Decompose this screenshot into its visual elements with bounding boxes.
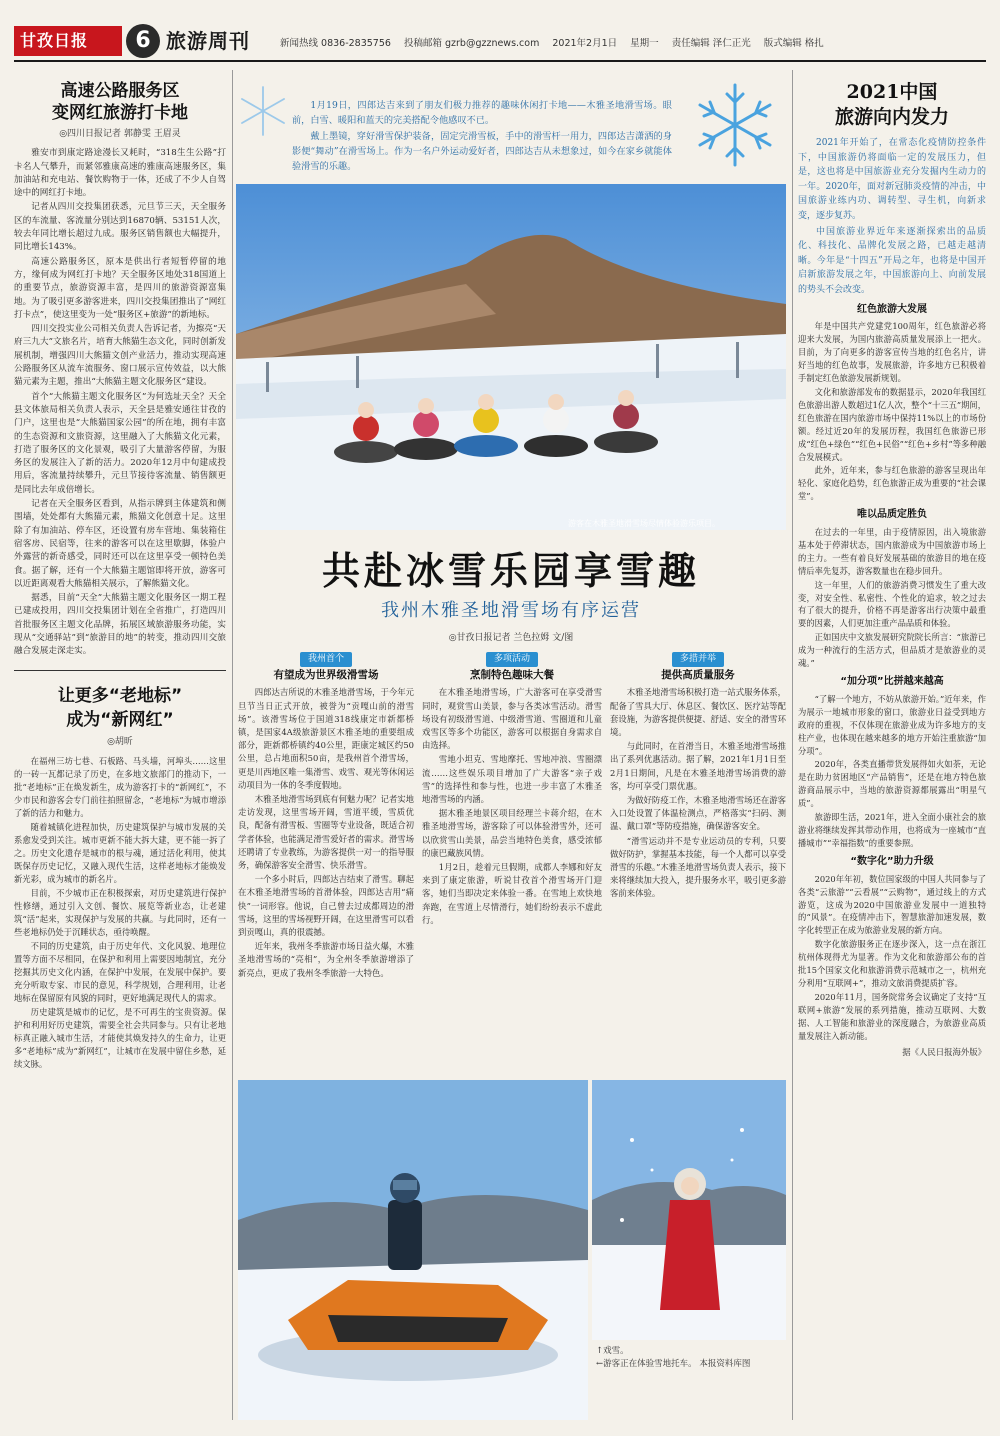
paragraph: 2020年11月，国务院常务会议确定了支持“互联网+旅游”发展的系列措施，推动互联网、大数据、人工智能和旅游业的深度融合，为旅游业高质量发展注入新动能。 bbox=[798, 991, 986, 1041]
paragraph: 不同的历史建筑，由于历史年代、文化风貌、地理位置等方面不尽相同，在保护和利用上需要因地制宜，充分挖掘其历史文化内涵，在保护中发展，在发展中保护。要充分听取专家、市民的意见，科学规划，合理利用，让老地标在保留原有风貌的同时，更好地满足现代人的需求。 bbox=[14, 941, 226, 1003]
paragraph: 2021年开始了，在常态化疫情防控条件下，中国旅游仍将面临一定的发展压力，但是，这也将是中国旅游业充分发掘内生动力的一年。2020年，面对新冠肺炎疫情的冲击，中国旅游业练内功、调转型、寻生机，向新求变，逐步复苏。 bbox=[798, 138, 986, 221]
paragraph: 四川交投实业公司相关负责人告诉记者，为擦亮“天府三九大”文旅名片，培育大熊猫生态文化，同时创新发展机制，增强四川大熊猫文创产业活力，推动实现高速公路服务区从流车流服务、窗口展示宣传效益，以大熊猫元素为主题，推出“大熊猫主题文化服务区”建设。 bbox=[14, 324, 226, 388]
paragraph: “了解一个地方，不妨从旅游开始。”近年来，作为展示一地城市形象的窗口，旅游业日益受到地方政府的重视，不仅体现在旅游业成为许多地方的支柱产业，也体现在越来越多的地方开始注重旅游“加分项”。 bbox=[798, 693, 986, 756]
paragraph: 首个“大熊猫主题文化服务区”为何选址天全？天全县文体旅局相关负责人表示，天全县是雅安通往甘孜的门户，这里也是“大熊猫国家公园”的所在地，拥有丰富的生态资源和文旅资源，这里融入了大熊猫文化元素，打造了服务区的文化景观，吸引了大量游客停留，为服务区的发展注入了新的活力。2020年12月中旬建成投用后，客流量持续攀升，元旦节接待客流量、销售额更是同比去年成倍增长。 bbox=[14, 391, 226, 495]
left-article bbox=[14, 80, 226, 666]
paragraph: 四郎达吉所说的木雅圣地滑雪场，于今年元旦节当日正式开放，被誉为“贡嘎山前的滑雪场”。该滑雪场位于国道318线康定市新都桥镇，是国家4A级旅游景区木雅圣地的重要组成部分，距新都桥镇约40公里，距康定城区约50公里，总占地面积50亩，是我州首个滑雪场，更是川西地区唯一集滑雪、戏雪、观光等休闲运动项目为一体的冬季度假地。 bbox=[238, 687, 414, 790]
right-article-source: 据《人民日报海外版》 bbox=[902, 1047, 986, 1058]
paragraph: 据木雅圣地景区项目经理兰卡蒋介绍，在木雅圣地滑雪场，游客除了可以体验滑雪外，还可以欣赏雪山美景，品尝当地特色美食，感受浓郁的康巴藏族风情。 bbox=[422, 808, 602, 858]
section-subtitle: 唯以品质定胜负 bbox=[857, 509, 927, 521]
snowmobile-caption: ←游客正在体验雪地托车。 本报资料库图 bbox=[596, 1359, 751, 1369]
snowflake-icon bbox=[236, 84, 290, 138]
left-article-title-1: 高速公路服务区 bbox=[60, 81, 180, 101]
paragraph: 为做好防疫工作，木雅圣地滑雪场还在游客入口处设置了体温检测点，严格落实“扫码、测温、戴口罩”等防疫措施，确保游客安全。 bbox=[610, 795, 786, 832]
section-tag: 我州首个 bbox=[300, 652, 352, 667]
right-article-body bbox=[798, 304, 986, 1043]
feature-subheadline: 我州木雅圣地滑雪场有序运营 bbox=[381, 600, 641, 621]
snowflake-icon bbox=[690, 80, 780, 170]
paragraph: 2020年年初，数位国家级的中国人共同参与了各类“云旅游”“云看展”“云购物”，通过线上的方式游览，这成为2020中国旅游业发展中一道独特的“风景”。在疫情冲击下，智慧旅游加速发展，数字化转型正在成为旅游业发展的新方向。 bbox=[798, 873, 986, 936]
column-rule bbox=[792, 70, 793, 1420]
feature-intro-2: 戴上墨镜，穿好滑雪保护装备，固定完滑雪板，手中的滑雪杆一用力，四郎达吉潇洒的身影便“舞动”在滑雪场上。作为一名户外运动爱好者，四郎达吉从未想象过，如今在家乡就能体验滑雪的乐趣。 bbox=[292, 131, 672, 172]
paragraph: 年是中国共产党建党100周年，红色旅游必将迎来大发展，为国内旅游高质量发展添上一把火。目前，为了向更多的游客宣传当地的红色名片，讲好当地的红色故事，发展旅游，许多地方已积极着手制定红色旅游发展新规划。 bbox=[798, 321, 986, 384]
paragraph: 2020年，各类直播带货发展得如火如荼，无论是在助力贫困地区“产品销售”，还是在地方特色旅游商品展示中，当地的旅游资源都展露出“明星气质”。 bbox=[798, 759, 986, 809]
left-bottom-byline: ◎胡昕 bbox=[107, 737, 133, 747]
paragraph: 据悉，目前“天全”大熊猫主题文化服务区一期工程已建成投用，四川交投集团计划在全省推广，打造四川首批服务区主题文化品牌，拓展区域旅游服务功能，实现从“交通驿站”到“旅游目的地”的转变，推动四川交旅融合发展走深走实。 bbox=[14, 593, 226, 657]
section-body bbox=[798, 693, 986, 850]
newspaper-logo: 甘孜日报 bbox=[14, 26, 122, 56]
section-subtitle: “加分项”比拼越来越高 bbox=[840, 676, 944, 687]
paragraph: 在福州三坊七巷、石板路、马头墙，河埠头……这里的一砖一瓦都记录了历史，在多地文旅部门的推动下，一批“老地标”正在焕发新生，成为游客打卡的“新网红”，不少市民和游客会专门前往拍照留念，“老地标”为城市增添了新的活力和魅力。 bbox=[14, 756, 226, 818]
paragraph: “滑雪运动并不是专业运动员的专利，只要做好防护，掌握基本技能，每一个人都可以享受滑雪的乐趣。”木雅圣地滑雪场负责人表示，接下来将继续加大投入，提升服务水平，吸引更多游客前来体验。 bbox=[610, 835, 786, 899]
section-tag: 多项活动 bbox=[486, 652, 538, 667]
right-article-title-2: 旅游向内发力 bbox=[834, 106, 949, 128]
paragraph: 旅游即生活，2021年，进入全面小康社会的旅游业将继续发挥其带动作用，也将成为一座城市“直播城市”“幸福指数”的重要参照。 bbox=[798, 812, 986, 848]
section-title: 旅游周刊 bbox=[166, 29, 250, 53]
paragraph: 数字化旅游服务正在逐步深入，这一点在浙江杭州体现得尤为显著。作为文化和旅游部公布的首批15个国家文化和旅游消费示范城市之一，杭州充分利用“互联网+”，推动文旅消费提质扩容。 bbox=[798, 939, 986, 988]
feature-col-3 bbox=[610, 648, 786, 1068]
hotline: 新闻热线 0836-2835756 bbox=[280, 38, 391, 49]
paragraph: 目前，不少城市正在积极探索，对历史建筑进行保护性修缮，通过引入文创、餐饮、展览等新业态，让老建筑“活”起来，实现保护与发展的共赢。与此同时，还有一些老地标仍处于沉睡状态，亟待唤醒。 bbox=[14, 888, 226, 937]
right-article-title-1: 2021中国 bbox=[846, 81, 938, 103]
feature-col-1 bbox=[238, 648, 414, 1068]
weekday: 星期一 bbox=[630, 38, 659, 49]
section-body bbox=[422, 686, 602, 927]
left-bottom-title-2: 成为“新网红” bbox=[66, 710, 174, 730]
section-subtitle: 红色旅游大发展 bbox=[857, 303, 927, 315]
feature-byline: ◎甘孜日报记者 兰色拉姆 文/图 bbox=[448, 633, 574, 643]
paragraph: 这一年里，人们的旅游消费习惯发生了重大改变，对安全性、私密性、个性化的追求，较之过去有了很大的提升，价格不再是游客出行决策中最重要的因素，人们更加注重产品品质和体验。 bbox=[798, 579, 986, 629]
paragraph: 在过去的一年里，由于疫情原因，出入境旅游基本处于停滞状态，国内旅游成为中国旅游市场上的主力。一些有着良好发展基础的旅游目的地在疫情后率先复苏，游客数量也在稳步回升。 bbox=[798, 527, 986, 576]
section-body bbox=[610, 686, 786, 900]
left-bottom-title-1: 让更多“老地标” bbox=[57, 686, 183, 706]
paragraph: 近年来，我州冬季旅游市场日益火爆，木雅圣地滑雪场的“亮相”，为全州冬季旅游增添了新亮点，更成了我州冬季旅游一大特色。 bbox=[238, 941, 414, 978]
section-body bbox=[798, 873, 986, 1043]
section-body bbox=[798, 526, 986, 670]
section-body bbox=[798, 320, 986, 503]
feature-intro bbox=[292, 98, 672, 178]
paragraph: 雪地小坦克、雪地摩托、雪地冲浪、雪圈漂流……这些娱乐项目增加了广大游客“亲子戏雪”的选择性和参与性，也进一步丰富了木雅圣地滑雪场的内涵。 bbox=[422, 754, 602, 805]
paragraph: 记者从四川交投集团获悉，元旦节三天，天全服务区的车流量、客流量分别达到16870辆、53151人次，较去年同比增长超过九成。服务区销售额也大幅提升，同比增长143%。 bbox=[14, 202, 226, 253]
column-rule bbox=[232, 70, 233, 1420]
page-number: 6 bbox=[126, 24, 160, 58]
left-bottom-article bbox=[14, 684, 226, 1414]
right-article-intro bbox=[798, 136, 986, 298]
paragraph: 中国旅游业界近年来逐渐探索出的品质化、科技化、品牌化发展之路，已越走越清晰。今年是“十四五”开局之年，也将是中国开启新旅游发展之年，中国旅游向上、向前发展的势头不会改变。 bbox=[798, 226, 986, 295]
feature-col-2 bbox=[422, 648, 602, 1068]
left-article-body bbox=[14, 147, 226, 658]
main-photo bbox=[236, 184, 786, 530]
left-bottom-body bbox=[14, 755, 226, 1071]
right-article bbox=[798, 80, 986, 1420]
main-photo-caption: 游客在木雅圣地滑雪场尽情体验游乐项目。 bbox=[568, 519, 720, 528]
play-snow-photo bbox=[592, 1080, 786, 1340]
left-article-byline: ◎四川日报记者 郭静雯 王眉灵 bbox=[59, 129, 181, 139]
divider bbox=[14, 670, 226, 671]
feature-headline: 共赴冰雪乐园享雪趣 bbox=[321, 548, 700, 593]
masthead bbox=[14, 22, 986, 62]
snowmobile-photo bbox=[238, 1080, 588, 1420]
paragraph: 历史建筑是城市的记忆，是不可再生的宝贵资源。保护和利用好历史建筑，需要全社会共同参与。只有让老地标真正融入城市生活，才能使其焕发持久的生命力，让更多“老地标”成为“新网红”，让城市在发展中留住乡愁，延续文脉。 bbox=[14, 1007, 226, 1069]
masthead-info bbox=[280, 35, 834, 49]
paragraph: 木雅圣地滑雪场积极打造一站式服务体系，配备了雪具大厅、休息区、餐饮区、医疗站等配套设施，为游客提供便捷、舒适、安全的滑雪环境。 bbox=[610, 687, 786, 738]
section-subtitle: 烹制特色趣味大餐 bbox=[470, 669, 554, 682]
editor: 责任编辑 泽仁正光 bbox=[671, 38, 751, 49]
left-article-title-2: 变网红旅游打卡地 bbox=[52, 103, 188, 123]
designer: 版式编辑 格扎 bbox=[763, 38, 824, 49]
paragraph: 在木雅圣地滑雪场，广大游客可在享受滑雪同时，观赏雪山美景，参与各类冰雪活动。滑雪场设有初级滑雪道、中级滑雪道、雪圈道和儿童戏雪区等多个功能区，游客可以根据自身需求自由选择。 bbox=[422, 687, 602, 751]
paragraph: 雅安市到康定路途漫长又耗时，“318生生公路”打卡名人气攀升，而紧邻雅康高速的雅康高速服务区，集加油站和充电站、餐饮购物于一体，还成了不少人自驾途中的网红打卡地。 bbox=[14, 148, 226, 199]
feature-intro-1: 1月19日，四郎达吉来到了朋友们极力推荐的趣味休闲打卡地——木雅圣地滑雪场。眼前，白雪、暖阳和蓝天的完美搭配令他感叹不已。 bbox=[292, 100, 672, 126]
section-subtitle: “数字化”助力升级 bbox=[850, 855, 934, 867]
date: 2021年2月1日 bbox=[552, 38, 618, 49]
paragraph: 文化和旅游部发布的数据显示，2020年我国红色旅游出游人数超过1亿人次，整个“十三五”期间，红色旅游在国内旅游市场中保持11%以上的市场份额。经过近20年的发展历程，我国红色旅游已形成“红色+绿色”“红色+民俗”“红色+乡村”等多种融合发展模式。 bbox=[798, 386, 986, 462]
section-body bbox=[238, 686, 414, 979]
paragraph: 木雅圣地滑雪场到底有何魅力呢？记者实地走访发现，这里雪场开阔，雪道平缓，雪质优良，配备有滑雪板、雪圈等专业设备，既适合初学者体验，也能满足滑雪爱好者的需求。滑雪场还聘请了专业教练，为游客提供一对一的指导服务，确保游客安全滑雪、快乐滑雪。 bbox=[238, 794, 414, 871]
play-snow-caption: ↑戏雪。 bbox=[596, 1346, 629, 1356]
email: 投稿邮箱 gzrb@gzznews.com bbox=[403, 38, 540, 49]
section-subtitle: 提供高质量服务 bbox=[661, 669, 735, 682]
section-subtitle: 有望成为世界级滑雪场 bbox=[273, 669, 379, 682]
paragraph: 高速公路服务区，原本是供出行者短暂停留的地方，缘何成为网红打卡地？天全服务区地处318国道上的重要节点，旅游资源丰富，是四川的旅游资源富集地。为了吸引更多游客进来，四川交投集团推出了“网红打卡点”，使这里变为一处“服务区+旅游”的新地标。 bbox=[14, 256, 226, 320]
paragraph: 1月2日，趁着元旦假期，成都人李娜和好友来到了康定旅游，听说甘孜首个滑雪场开门迎客，她们当即决定来体验一番。在雪地上欢快地奔跑，在雪道上尽情滑行，她们纷纷表示不虚此行。 bbox=[422, 862, 602, 925]
paragraph: 与此同时，在首滑当日，木雅圣地滑雪场推出了系列优惠活动。据了解，2021年1月1日至2月1日期间，凡是在木雅圣地滑雪场消费的游客，均可享受门票优惠。 bbox=[610, 741, 786, 791]
paragraph: 随着城镇化进程加快，历史建筑保护与城市发展的关系愈发受到关注。城市更新不能大拆大建，更不能一拆了之。历史文化遗存是城市的根与魂，通过活化利用，使其既保存历史记忆，又融入现代生活，这样老地标才能焕发新光彩，成为城市的新名片。 bbox=[14, 822, 226, 884]
paragraph: 此外，近年来，参与红色旅游的游客呈现出年轻化、家庭化趋势，红色旅游正成为重要的“社会课堂”。 bbox=[798, 465, 986, 502]
section-tag: 多措并举 bbox=[672, 652, 724, 667]
paragraph: 记者在天全服务区看到，从指示牌到主体建筑和侧围墙，处处都有大熊猫元素，熊猫文化创意十足。这里除了有加油站、停车区，还设置有房车营地、集装箱住宿客房、民宿等，往来的游客可以在这里歇脚，体验户外露营的新奇感受，同时还可以在这里享受一顿特色美食。据了解，还有一个大熊猫主题馆即将开放，游客可以近距离观看大熊猫相关展示，了解熊猫文化。 bbox=[14, 499, 226, 589]
paragraph: 正如国庆中文旅发展研究院院长所言：“旅游已成为一种流行的生活方式，但品质才是旅游业的灵魂。” bbox=[798, 632, 986, 669]
paragraph: 一个多小时后，四郎达吉结束了滑雪。聊起在木雅圣地滑雪场的首滑体验，四郎达吉用“痛快”一词形容。他说，自己曾去过成都周边的滑雪场，这里的雪场视野开阔，在这里滑雪可以看到贡嘎山，真的很震撼。 bbox=[238, 874, 414, 938]
